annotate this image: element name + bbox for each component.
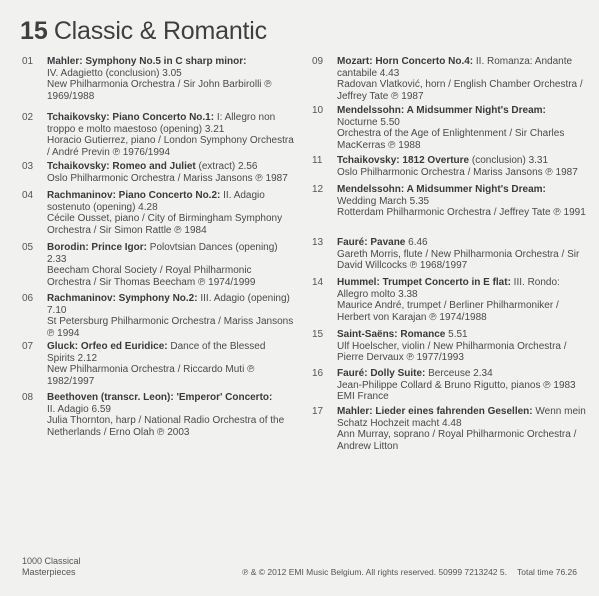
track-detail: Berceuse 2.34 — [425, 368, 493, 379]
track-number: 07 — [22, 341, 34, 352]
track-work: Fauré: Pavane — [337, 237, 406, 248]
series-name — [22, 556, 81, 578]
track-detail: Wedding March 5.35 — [337, 195, 430, 207]
page-header — [20, 16, 267, 46]
track-performers: New Philharmonia Orchestra / Sir John Barbirolli ℗ 1969/1988 — [47, 79, 272, 102]
track-work: Rachmaninov: Symphony No.2: — [47, 293, 198, 304]
track-work: Fauré: Dolly Suite: — [337, 368, 426, 379]
track-performers: Horacio Gutierrez, piano / London Symphony Orchestra / André Previn ℗ 1976/1994 — [47, 135, 294, 158]
track-item — [22, 190, 294, 242]
track-work: Saint-Saëns: Romance — [337, 329, 446, 340]
series-line-2: Masterpieces — [22, 567, 76, 577]
track-work: Tchaikovsky: Piano Concerto No.1: — [47, 112, 215, 123]
track-info — [337, 105, 592, 155]
copyright-notice: ℗ & © 2012 EMI Music Belgium. All rights reserved. 50999 7213242 5. — [242, 567, 507, 577]
track-detail: 6.46 — [405, 237, 428, 248]
track-number: 05 — [22, 242, 34, 253]
track-detail: II. Adagio sostenuto (opening) 4.28 — [47, 190, 265, 213]
track-performers: Beecham Choral Society / Royal Philharmonic Orchestra / Sir Thomas Beecham ℗ 1974/1999 — [47, 265, 256, 288]
track-info — [47, 341, 294, 392]
track-item — [312, 184, 592, 237]
track-work: Mahler: Symphony No.5 in C sharp minor: — [47, 56, 247, 67]
track-work: Mozart: Horn Concerto No.4: — [337, 56, 474, 67]
track-work: Beethoven (transcr. Leon): 'Emperor' Concerto: — [47, 392, 273, 403]
track-performers: St Petersburg Philharmonic Orchestra / Mariss Jansons ℗ 1994 — [47, 316, 294, 339]
track-info — [47, 56, 294, 112]
track-info — [337, 184, 592, 237]
track-number: 11 — [312, 155, 323, 166]
track-detail: 5.51 — [445, 329, 468, 340]
track-performers: Oslo Philharmonic Orchestra / Mariss Jansons ℗ 1987 — [337, 166, 578, 178]
track-performers: Gareth Morris, flute / New Philharmonia Orchestra / Sir David Willcocks ℗ 1968/1997 — [337, 248, 580, 272]
track-work: Mahler: Lieder eines fahrenden Gesellen: — [337, 406, 533, 417]
track-item — [22, 341, 294, 392]
track-info — [337, 406, 592, 452]
track-info — [337, 237, 592, 277]
track-work: Borodin: Prince Igor: — [47, 242, 147, 253]
tracklist-right — [312, 56, 592, 452]
track-work: Gluck: Orfeo ed Euridice: — [47, 341, 168, 352]
track-performers: Maurice André, trumpet / Berliner Philharmoniker / Herbert von Karajan ℗ 1974/1988 — [337, 300, 559, 323]
track-work: Rachmaninov: Piano Concerto No.2: — [47, 190, 221, 201]
track-item — [312, 277, 592, 329]
track-work: Tchaikovsky: Romeo and Juliet — [47, 161, 196, 172]
track-detail: III. Adagio (opening) 7.10 — [47, 293, 290, 316]
track-performers: New Philharmonia Orchestra / Riccardo Muti ℗ 1982/1997 — [47, 364, 255, 387]
track-number: 17 — [312, 406, 324, 417]
track-detail: II. Romanza: Andante cantabile 4.43 — [337, 56, 573, 79]
track-info — [337, 368, 592, 406]
track-performers: Cécile Ousset, piano / City of Birmingham Symphony Orchestra / Sir Simon Rattle ℗ 1984 — [47, 213, 283, 236]
disc-title: Classic & Romantic — [53, 17, 267, 45]
track-item — [22, 392, 294, 438]
track-detail: I: Allegro non troppo e molto maestoso (opening) 3.21 — [47, 112, 276, 135]
track-item — [22, 56, 294, 112]
track-info — [337, 329, 592, 368]
track-number: 12 — [312, 184, 324, 195]
track-number: 01 — [22, 56, 34, 67]
track-number: 14 — [312, 277, 324, 288]
track-detail: II. Adagio 6.59 — [47, 403, 111, 415]
track-item — [312, 237, 592, 277]
track-performers: Orchestra of the Age of Enlightenment / Sir Charles MacKerras ℗ 1988 — [337, 128, 565, 151]
disc-number: 15 — [20, 17, 48, 45]
track-detail: Polovtsian Dances (opening) 2.33 — [47, 242, 278, 265]
track-number: 10 — [312, 105, 324, 116]
track-info — [47, 190, 294, 242]
tracklist-left — [22, 56, 294, 438]
track-performers: Oslo Philharmonic Orchestra / Mariss Jansons ℗ 1987 — [47, 172, 288, 184]
track-detail: III. Rondo: Allegro molto 3.38 — [337, 277, 560, 300]
track-performers: Julia Thornton, harp / National Radio Orchestra of the Netherlands / Erno Olah ℗ 2003 — [47, 415, 285, 438]
track-item — [22, 293, 294, 341]
track-number: 15 — [312, 329, 324, 340]
track-info — [47, 161, 294, 190]
track-performers: Rotterdam Philharmonic Orchestra / Jeffrey Tate ℗ 1991 — [337, 207, 586, 219]
track-item — [312, 329, 592, 368]
track-number: 09 — [312, 56, 324, 67]
track-detail: (conclusion) 3.31 — [469, 155, 549, 166]
track-item — [312, 105, 592, 155]
track-info — [337, 56, 592, 105]
track-number: 04 — [22, 190, 34, 201]
track-work: Mendelssohn: A Midsummer Night's Dream: — [337, 105, 546, 116]
track-number: 08 — [22, 392, 34, 403]
total-time: Total time 76.26 — [516, 567, 577, 577]
track-item — [312, 406, 592, 452]
track-info — [47, 392, 294, 438]
track-number: 16 — [312, 368, 324, 379]
footer-credits — [242, 567, 577, 578]
track-number: 06 — [22, 293, 34, 304]
track-info — [337, 155, 592, 184]
track-detail: Wenn mein Schatz Hochzeit macht 4.48 — [337, 406, 586, 429]
track-info — [47, 112, 294, 161]
track-info — [47, 293, 294, 341]
track-item — [22, 161, 294, 190]
track-detail: (extract) 2.56 — [195, 161, 258, 172]
series-line-1: 1000 Classical — [22, 556, 81, 566]
track-item — [312, 56, 592, 105]
track-work: Mendelssohn: A Midsummer Night's Dream: — [337, 184, 546, 195]
track-number: 03 — [22, 161, 34, 172]
track-detail: IV. Adagietto (conclusion) 3.05 — [47, 67, 182, 79]
track-number: 13 — [312, 237, 324, 248]
track-info — [337, 277, 592, 329]
track-item — [22, 112, 294, 161]
track-performers: Jean-Philippe Collard & Bruno Rigutto, pianos ℗ 1983 EMI France — [337, 379, 576, 403]
track-detail: Dance of the Blessed Spirits 2.12 — [47, 341, 266, 364]
track-work: Hummel: Trumpet Concerto in E flat: — [337, 277, 511, 288]
track-performers: Ulf Hoelscher, violin / New Philharmonia Orchestra / Pierre Dervaux ℗ 1977/1993 — [337, 340, 567, 364]
track-work: Tchaikovsky: 1812 Overture — [337, 155, 470, 166]
track-detail: Nocturne 5.50 — [337, 116, 400, 128]
track-performers: Ann Murray, soprano / Royal Philharmonic Orchestra / Andrew Litton — [337, 429, 577, 452]
track-performers: Radovan Vlatković, horn / English Chamber Orchestra / Jeffrey Tate ℗ 1987 — [337, 79, 583, 102]
track-info — [47, 242, 294, 293]
track-item — [312, 368, 592, 406]
track-number: 02 — [22, 112, 34, 123]
track-item — [312, 155, 592, 184]
track-item — [22, 242, 294, 293]
